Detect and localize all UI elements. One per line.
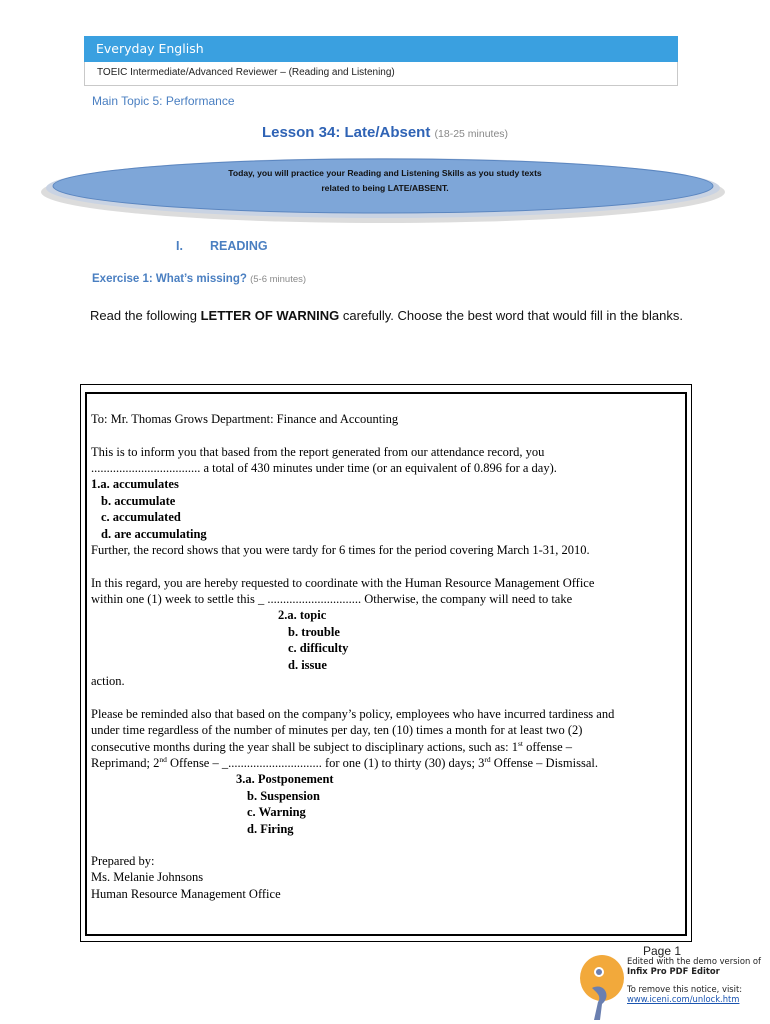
q3-option-c: c. Warning (247, 805, 306, 819)
letter-p1-line2: ................................... a total of 430 minutes under time (or an equivalent of 0.896 for a day). (91, 461, 557, 475)
instructions-pre: Read the following (90, 308, 201, 323)
q2-option-d: d. issue (288, 658, 327, 672)
letter-p2-line1: In this regard, you are hereby requested to coordinate with the Human Resource Management Office (91, 576, 595, 590)
notice-line1: Edited with the demo version of (627, 956, 762, 966)
exercise-title (92, 273, 306, 285)
p3-line4-c: Offense – Dismissal. (490, 756, 598, 770)
instructions-post: carefully. Choose the best word that would fill in the blanks. (339, 308, 683, 323)
q1-option-d: d. are accumulating (101, 527, 207, 541)
banner-note-line2: related to being LATE/ABSENT. (321, 183, 449, 193)
q1-option-c: c. accumulated (101, 510, 181, 524)
q2-option-c: c. difficulty (288, 641, 349, 655)
letter-p1-line1: This is to inform you that based from the report generated from our attendance record, you (91, 445, 545, 459)
p3-line4-sup1: nd (159, 755, 167, 764)
unlock-link[interactable]: www.iceni.com/unlock.htm (627, 994, 740, 1004)
lesson-duration: (18-25 minutes) (434, 128, 509, 140)
banner-note-line1: Today, you will practice your Reading and Listening Skills as you study texts (228, 168, 542, 178)
instructions (90, 305, 690, 327)
section-title: READING (210, 239, 268, 253)
page-number: Page 1 (643, 944, 682, 958)
p3-line4-sup2: rd (484, 755, 491, 764)
letter-p3-line4 (91, 755, 598, 772)
exercise-title-text: Exercise 1: What’s missing? (92, 273, 247, 285)
course-subtitle: TOEIC Intermediate/Advanced Reviewer – (Reading and Listening) (84, 62, 678, 86)
letter-p2-line2: within one (1) week to settle this _ .............................. Otherwise, the company will need to take (91, 592, 573, 606)
demo-notice (627, 956, 761, 1004)
p3-line4-a: Reprimand; 2 (91, 756, 160, 770)
letter-p3-line2: under time regardless of the number of minutes per day, ten (10) times a month for at least two (2) (91, 723, 583, 737)
q2-option-a: 2.a. topic (278, 608, 327, 622)
banner-note (0, 166, 770, 196)
infix-logo-icon (578, 952, 626, 1022)
lesson-title-text: Lesson 34: Late/Absent (261, 124, 431, 141)
p3-line3-sup: st (517, 739, 523, 748)
signatory-office: Human Resource Management Office (91, 887, 281, 901)
q1-option-a: 1.a. accumulates (91, 477, 179, 491)
instructions-emphasis: LETTER OF WARNING (200, 308, 340, 323)
q1-option-b: b. accumulate (101, 494, 176, 508)
q2-option-b: b. trouble (288, 625, 340, 639)
p3-line3-b: offense – (523, 740, 573, 754)
signatory-name: Ms. Melanie Johnsons (91, 870, 204, 884)
q3-option-d: d. Firing (247, 822, 294, 836)
letter-p1-line3: Further, the record shows that you were tardy for 6 times for the period covering March 1-31, 2010. (91, 543, 590, 557)
p3-line3-a: consecutive months during the year shall be subject to disciplinary actions, such as: 1 (91, 740, 518, 754)
notice-line2: Infix Pro PDF Editor (627, 966, 720, 976)
q3-option-a: 3.a. Postponement (236, 772, 334, 786)
letter-p2-line3: action. (91, 674, 125, 688)
section-number: I. (176, 239, 183, 253)
main-topic: Main Topic 5: Performance (92, 94, 235, 108)
letter-to-line: To: Mr. Thomas Grows Department: Finance and Accounting (91, 412, 399, 426)
q3-option-b: b. Suspension (247, 789, 320, 803)
lesson-title (0, 124, 770, 141)
p3-line4-b: Offense – _.............................. for one (1) to thirty (30) days; 3 (166, 756, 485, 770)
letter-p3-line3 (91, 739, 572, 756)
notice-line3: To remove this notice, visit: (627, 984, 743, 994)
prepared-by: Prepared by: (91, 854, 155, 868)
brand-banner: Everyday English (84, 36, 678, 62)
exercise-duration: (5-6 minutes) (250, 274, 307, 285)
letter-p3-line1: Please be reminded also that based on the company’s policy, employees who have incurred tardiness and (91, 707, 615, 721)
